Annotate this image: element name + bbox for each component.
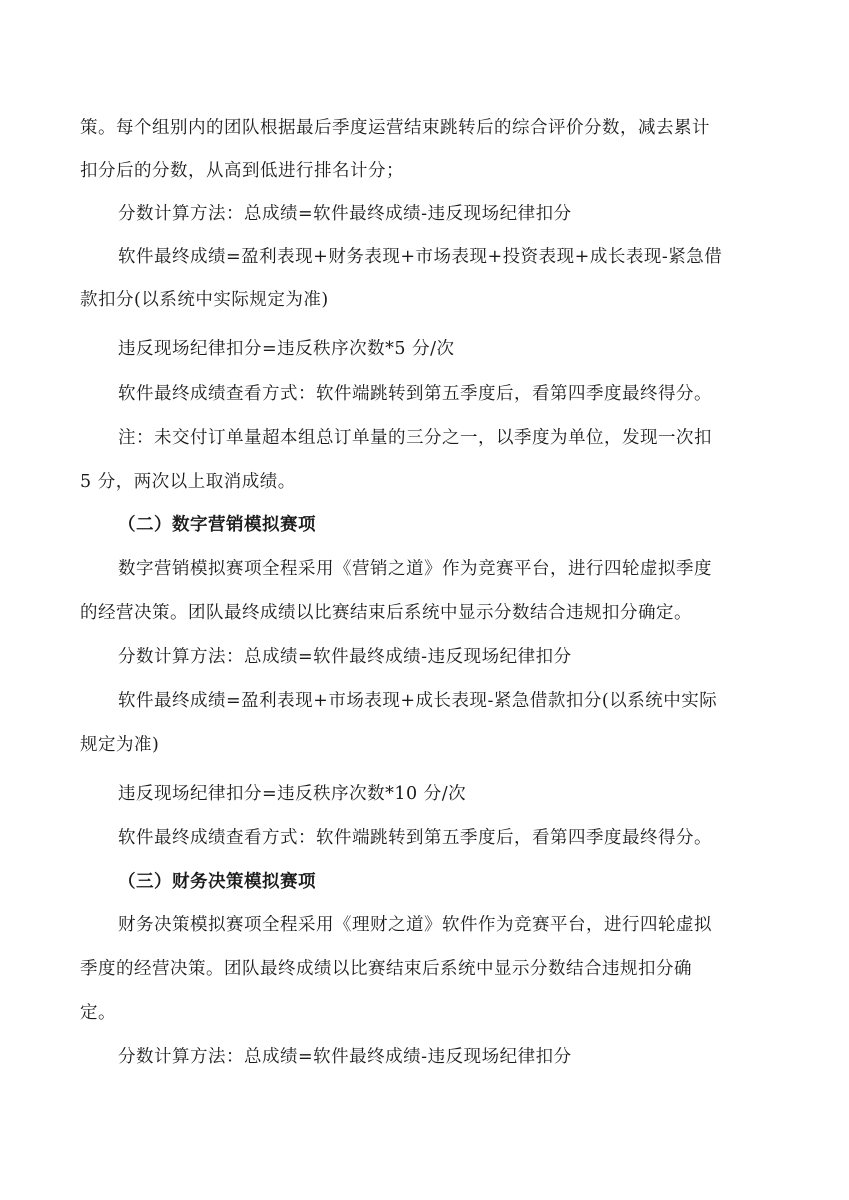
paragraph-line: 定。	[80, 1003, 116, 1023]
paragraph-line: 的经营决策。团队最终成绩以比赛结束后系统中显示分数结合违规扣分确定。	[80, 603, 692, 623]
score-viewing-method-line: 软件最终成绩查看方式：软件端跳转到第五季度后，看第四季度最终得分。	[118, 384, 712, 404]
note-line: 注：未交付订单量超本组总订单量的三分之一，以季度为单位，发现一次扣	[118, 428, 712, 448]
paragraph-line: 季度的经营决策。团队最终成绩以比赛结束后系统中显示分数结合违规扣分确	[80, 959, 692, 979]
discipline-deduction-line: 违反现场纪律扣分=违反秩序次数*10 分/次	[118, 784, 467, 804]
paragraph-line: 扣分后的分数，从高到低进行排名计分；	[80, 161, 404, 181]
formula-total-score-line: 分数计算方法：总成绩=软件最终成绩-违反现场纪律扣分	[118, 647, 572, 667]
formula-software-score-line: 软件最终成绩=盈利表现+财务表现+市场表现+投资表现+成长表现-紧急借	[118, 247, 723, 267]
formula-software-score-line: 软件最终成绩=盈利表现+市场表现+成长表现-紧急借款扣分(以系统中实际	[118, 691, 718, 711]
section-heading-financial-decision: （三）财务决策模拟赛项	[118, 872, 316, 892]
paragraph-line: 财务决策模拟赛项全程采用《理财之道》软件作为竞赛平台，进行四轮虚拟	[118, 915, 712, 935]
formula-total-score-line: 分数计算方法：总成绩=软件最终成绩-违反现场纪律扣分	[118, 1047, 572, 1067]
paragraph-line: 数字营销模拟赛项全程采用《营销之道》作为竞赛平台，进行四轮虚拟季度	[118, 559, 712, 579]
paragraph-line: 规定为准)	[80, 735, 160, 755]
paragraph-line: 款扣分(以系统中实际规定为准)	[80, 290, 329, 310]
discipline-deduction-line: 违反现场纪律扣分=违反秩序次数*5 分/次	[118, 339, 455, 359]
section-heading-digital-marketing: （二）数字营销模拟赛项	[118, 515, 316, 535]
formula-total-score-line: 分数计算方法：总成绩=软件最终成绩-违反现场纪律扣分	[118, 204, 572, 224]
paragraph-line: 策。每个组别内的团队根据最后季度运营结束跳转后的综合评价分数，减去累计	[80, 118, 710, 138]
score-viewing-method-line: 软件最终成绩查看方式：软件端跳转到第五季度后，看第四季度最终得分。	[118, 828, 712, 848]
paragraph-line: 5 分，两次以上取消成绩。	[80, 472, 296, 492]
